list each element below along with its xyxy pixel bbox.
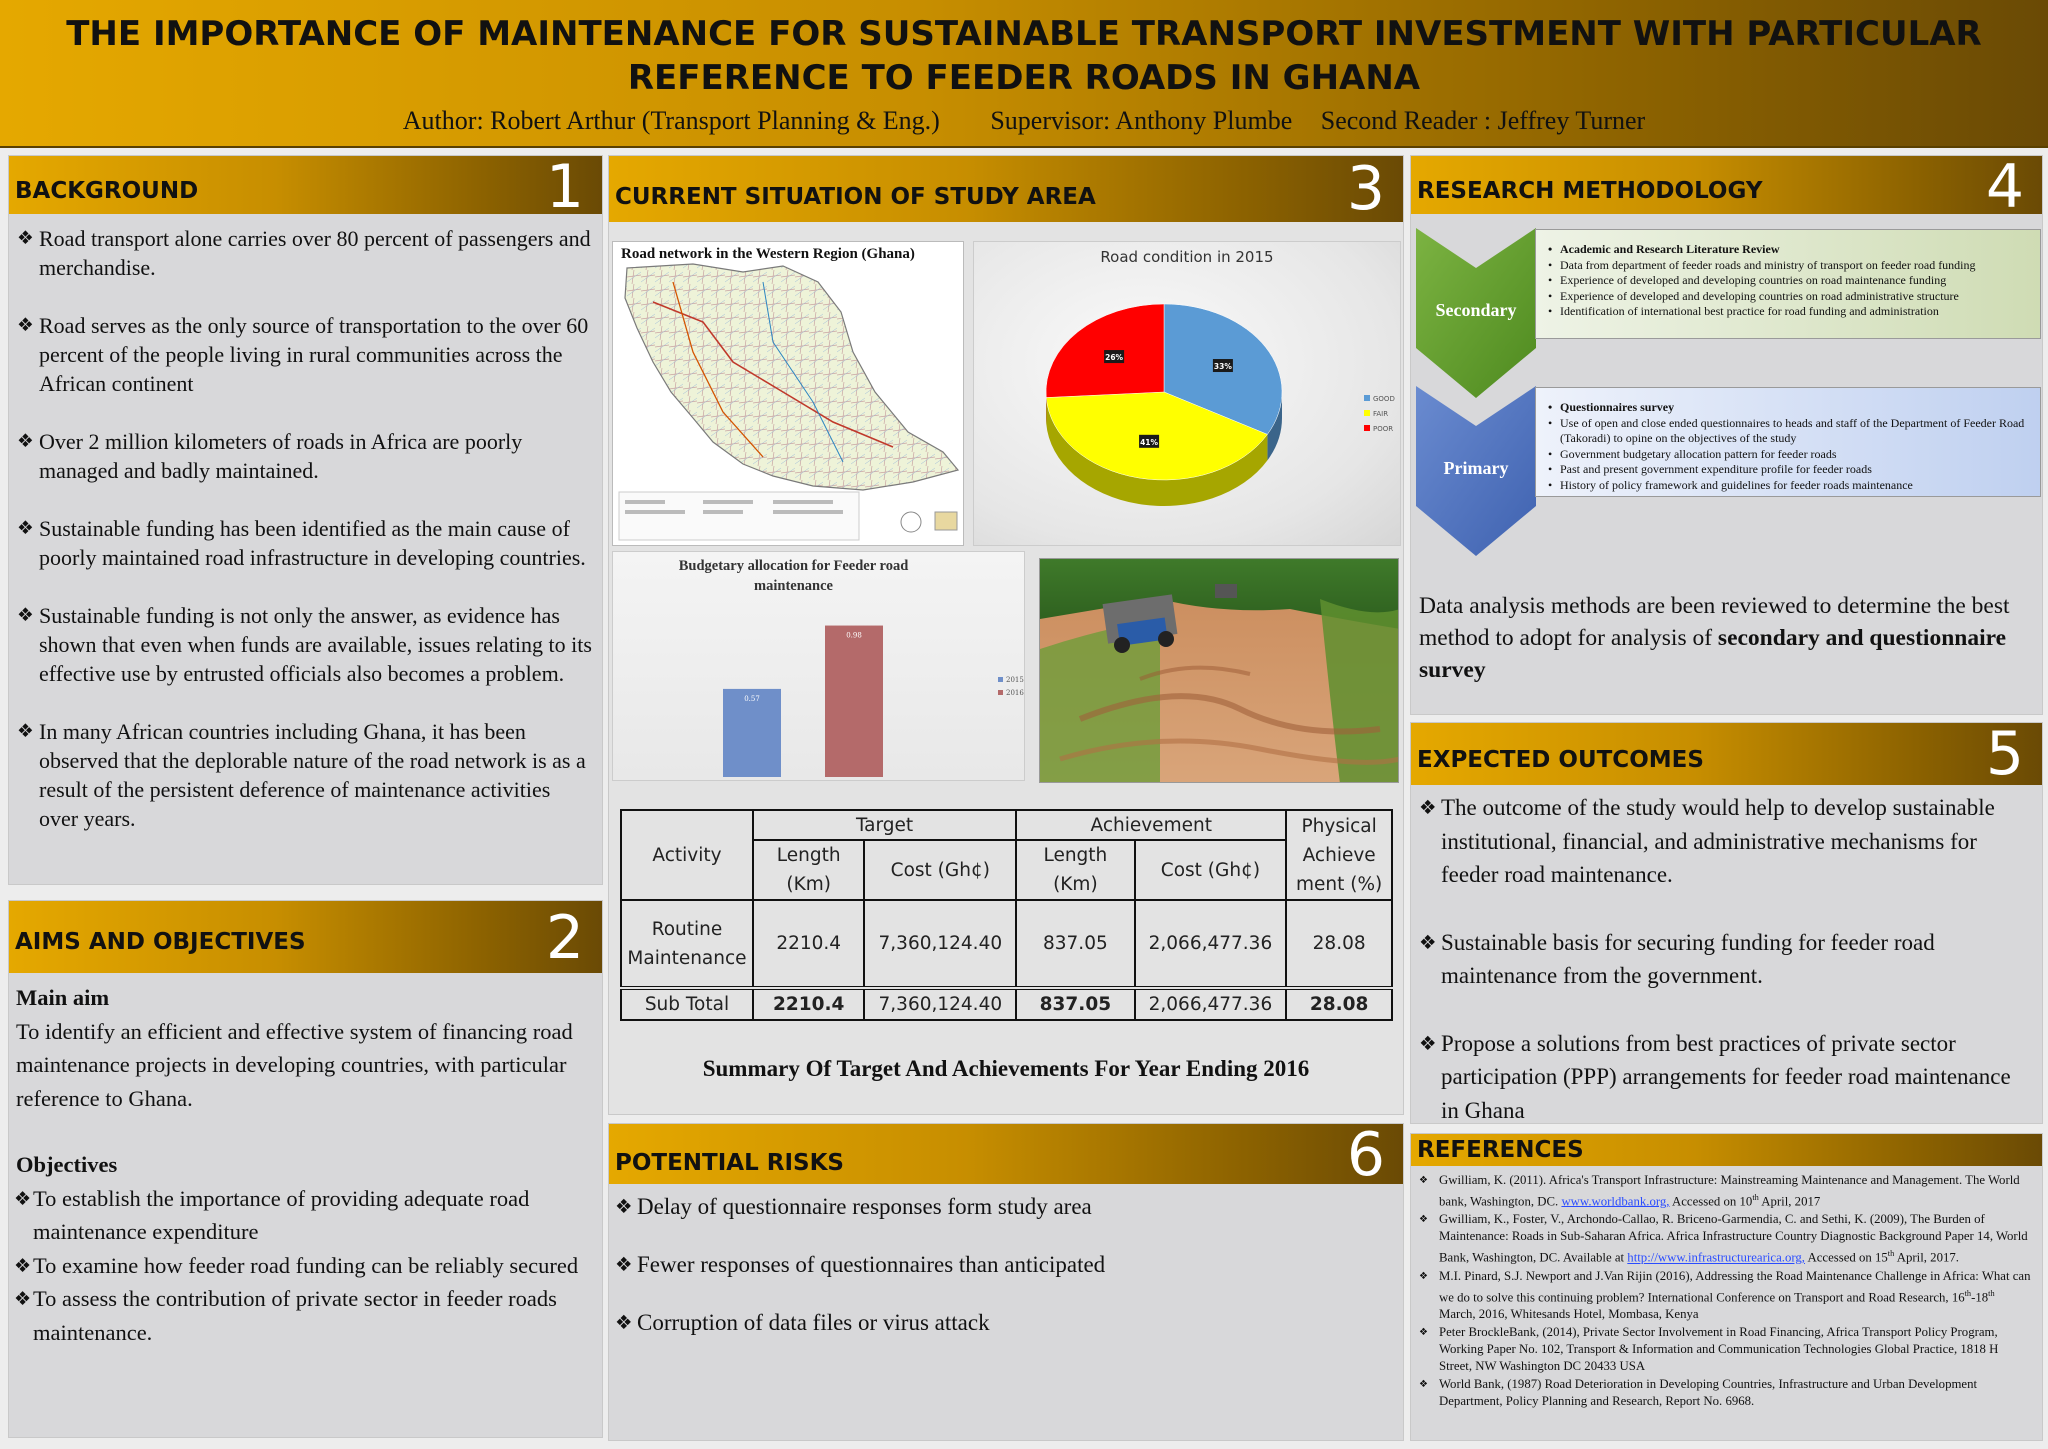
list-item: ❖ Road serves as the only source of transportation to the over 60 percent of the people living in rural communities across the African continent	[17, 311, 594, 398]
poster-title: THE IMPORTANCE OF MAINTENANCE FOR SUSTAINABLE TRANSPORT INVESTMENT WITH PARTICULAR REFERENCE TO FEEDER ROADS IN GHANA	[66, 14, 1982, 98]
list-item: ❖ To examine how feeder road funding can be reliably secured	[16, 1249, 594, 1283]
ref-text: Accessed on 10	[1669, 1194, 1753, 1209]
list-item: • Past and present government expenditure profile for feeder roads	[1548, 462, 2030, 478]
section-number: 1	[545, 152, 584, 222]
ref-text: Gwilliam, K., Foster, V., Archondo-Callao, R. Briceno-Garmendia, C. and Sethi, K. (2009), The Burden of Maintenance: Roads in Sub-Saharan Africa. Africa Infrastructure Country Diagnostic Background Paper 14, World Bank, Washington, DC. Available at	[1439, 1212, 2028, 1265]
authors-line	[0, 106, 2048, 136]
list-item: • Government budgetary allocation pattern for feeder roads	[1548, 447, 2030, 463]
list-item	[1419, 1268, 2032, 1323]
list-item: • Identification of international best practice for road funding and administration	[1548, 304, 2030, 320]
ref-link[interactable]: http://www.infrastructurearica.org,	[1627, 1250, 1805, 1265]
current-situation-section	[608, 155, 1404, 1115]
main-aim-text: To identify an efficient and effective system of financing road maintenance projects in developing countries, with particular reference to Ghana.	[16, 1018, 573, 1111]
list-item: ❖ The outcome of the study would help to develop sustainable institutional, financial, and administrative mechanisms for feeder road maintenance.	[1419, 791, 2034, 892]
section-number: 4	[1985, 152, 2024, 222]
data-label: 26%	[1105, 353, 1124, 363]
background-section	[8, 152, 603, 885]
list-item: ❖ In many African countries including Ghana, it has been observed that the deplorable nature of the road network is as a result of the persistent deference of maintenance activities over years.	[17, 717, 594, 833]
ref-sup: th	[1964, 1288, 1972, 1298]
table-cell: Sub Total	[621, 988, 753, 1020]
bar-2016	[825, 626, 883, 777]
analysis-text-bold: secondary and questionnaire survey	[1419, 625, 2007, 683]
ref-text: March, 2016, Whitesands Hotel, Mombasa, Kenya	[1439, 1306, 1699, 1321]
primary-chevron	[1416, 386, 1536, 561]
risks-section	[608, 1120, 1404, 1441]
outcomes-section	[1410, 719, 2043, 1124]
section-title: CURRENT SITUATION OF STUDY AREA	[615, 184, 1096, 210]
road-network-map	[612, 241, 964, 546]
table-cell: 7,360,124.40	[864, 900, 1016, 988]
list-item	[1419, 1172, 2032, 1210]
map-image	[613, 242, 964, 546]
references-header	[1411, 1134, 2042, 1166]
references-list	[1419, 1172, 2032, 1411]
section-title: REFERENCES	[1417, 1137, 1584, 1163]
list-item: ❖ Sustainable funding has been identified as the main cause of poorly maintained road infrastructure in developing countries.	[17, 514, 594, 572]
list-item: ❖ Sustainable basis for securing funding for feeder road maintenance from the government.	[1419, 926, 2034, 993]
list-item: • Experience of developed and developing countries on road maintenance funding	[1548, 273, 2030, 289]
legend-entry: 2015	[1006, 676, 1024, 684]
table-header-cell: Activity	[621, 810, 753, 900]
table-header-cell: Length (Km)	[753, 840, 865, 900]
legend-swatch	[1364, 395, 1370, 401]
secondary-chevron	[1416, 228, 1536, 403]
list-item: ❖ Delay of questionnaire responses form study area	[615, 1192, 1395, 1222]
table-header-cell: Cost (Gh¢)	[864, 840, 1016, 900]
outcomes-list	[1419, 791, 2034, 1161]
road-condition-chart	[973, 241, 1401, 546]
road-damage-photo	[1039, 558, 1399, 783]
table-header-cell: Physical Achieve ment (%)	[1286, 810, 1392, 900]
table-cell: 2210.4	[753, 988, 865, 1020]
ref-text: April, 2017.	[1894, 1250, 1959, 1265]
legend-swatch	[998, 690, 1003, 695]
table-row	[621, 988, 1392, 1020]
ref-text: Accessed on 15	[1804, 1250, 1888, 1265]
section-title: BACKGROUND	[15, 178, 199, 204]
ref-text: -18	[1971, 1289, 1989, 1304]
analysis-text-plain: Data analysis methods are been reviewed to determine the best method to adopt for analysis of	[1419, 593, 2010, 651]
references-section	[1410, 1133, 2043, 1441]
table-cell: 837.05	[1016, 988, 1134, 1020]
methodology-header	[1411, 152, 2042, 222]
supervisor-text: Supervisor: Anthony Plumbe	[990, 106, 1293, 135]
chart-title: Budgetary allocation for Feeder road maintenance	[678, 558, 909, 594]
section-title: EXPECTED OUTCOMES	[1417, 747, 1704, 773]
poster-header	[0, 0, 2048, 148]
legend-swatch	[998, 677, 1003, 682]
list-item: ❖ To assess the contribution of private sector in feeder roads maintenance.	[16, 1282, 594, 1349]
section-number: 2	[545, 903, 584, 973]
list-item: ❖ Sustainable funding is not only the answer, as evidence has shown that even when funds are available, issues relating to its effective use by entrusted officials also becomes a problem.	[17, 601, 594, 688]
section-number: 6	[1346, 1120, 1385, 1190]
table-cell: Routine Maintenance	[621, 900, 753, 988]
outcomes-header	[1411, 719, 2042, 789]
aims-section	[8, 900, 603, 1438]
background-header	[9, 152, 602, 222]
primary-label: Primary	[1443, 458, 1509, 478]
current-header	[609, 156, 1403, 222]
table-cell: 7,360,124.40	[864, 988, 1016, 1020]
methodology-section	[1410, 152, 2043, 715]
table-cell: 2210.4	[753, 900, 865, 988]
table-header-cell: Achievement	[1016, 810, 1286, 840]
list-item: • Academic and Research Literature Review	[1548, 242, 2030, 258]
secondary-box	[1535, 229, 2041, 339]
ref-sup: th	[1988, 1288, 1995, 1298]
analysis-text	[1419, 590, 2034, 686]
data-label: 33%	[1213, 362, 1232, 372]
list-item: ❖ Over 2 million kilometers of roads in Africa are poorly managed and badly maintained.	[17, 427, 594, 485]
second-reader-text: Second Reader : Jeffrey Turner	[1320, 106, 1646, 135]
legend-swatch	[1364, 425, 1370, 431]
list-item: ❖ Propose a solutions from best practices of private sector participation (PPP) arrangements for feeder road maintenance in Ghana	[1419, 1027, 2034, 1128]
list-item: • History of policy framework and guidelines for feeder roads maintenance	[1548, 478, 2030, 494]
table-cell: 2,066,477.36	[1135, 900, 1287, 988]
ref-text: Gwilliam, K. (2011). Africa's Transport Infrastructure: Mainstreaming Maintenance and Management. The World bank, Washington, DC.	[1439, 1173, 2020, 1209]
list-item: • Questionnaires survey	[1548, 400, 2030, 416]
legend-entry: GOOD	[1373, 395, 1395, 403]
secondary-label: Secondary	[1435, 300, 1517, 320]
primary-box	[1535, 387, 2041, 497]
list-item: ❖ Road transport alone carries over 80 percent of passengers and merchandise.	[17, 224, 594, 282]
budget-allocation-chart	[612, 551, 1025, 781]
ref-text: April, 2017	[1758, 1194, 1821, 1209]
photo-image	[1040, 559, 1399, 783]
objectives-label: Objectives	[16, 1152, 118, 1177]
ref-sup: th	[1752, 1193, 1759, 1202]
section-number: 5	[1985, 719, 2024, 789]
table-row	[621, 900, 1392, 988]
table-caption: Summary Of Target And Achievements For Year Ending 2016	[702, 1056, 1310, 1081]
list-item: • Experience of developed and developing countries on road administrative structure	[1548, 289, 2030, 305]
list-item	[1419, 1211, 2032, 1266]
background-list	[17, 224, 594, 862]
table-cell: 2,066,477.36	[1135, 988, 1287, 1020]
aims-body	[16, 981, 594, 1349]
ref-text: M.I. Pinard, S.J. Newport and J.Van Rijin (2016), Addressing the Road Maintenance Challenge in Africa: What can we do to solve this continuing problem? International Conference on Transport and Road Research, 16	[1439, 1268, 2031, 1304]
table-header-cell: Cost (Gh¢)	[1135, 840, 1287, 900]
list-item: • Use of open and close ended questionnaires to heads and staff of the Department of Feeder Road (Takoradi) to opine on the objectives of the study	[1548, 416, 2030, 447]
data-label: 41%	[1140, 437, 1159, 447]
list-item: ❖ To establish the importance of providing adequate road maintenance expenditure	[16, 1182, 594, 1249]
list-item: ❖ World Bank, (1987) Road Deterioration in Developing Countries, Infrastructure and Urban Development Department, Policy Planning and Research, Report No. 6968.	[1419, 1376, 2032, 1410]
chart-title: Road condition in 2015	[1100, 248, 1274, 266]
ref-sup: th	[1887, 1249, 1895, 1259]
list-item: ❖ Corruption of data files or virus attack	[615, 1308, 1395, 1338]
objectives-list	[16, 1182, 594, 1350]
section-title: POTENTIAL RISKS	[615, 1150, 844, 1176]
risks-header	[609, 1120, 1403, 1190]
section-number: 3	[1346, 154, 1385, 224]
pie-chart	[974, 242, 1402, 547]
table-header-cell: Length (Km)	[1016, 840, 1134, 900]
risks-list	[615, 1192, 1395, 1366]
main-aim-label: Main aim	[16, 985, 110, 1010]
list-item: ❖ Peter BrockleBank, (2014), Private Sector Involvement in Road Financing, Africa Transport Policy Program, Working Paper No. 102, Transport & Information and Communication Technologies Global Practice, 1818 H Street, NW Washington DC 20433 USA	[1419, 1324, 2032, 1375]
data-label: 0.98	[846, 631, 862, 640]
aims-header	[9, 901, 602, 973]
ref-link[interactable]: www.worldbank.org,	[1561, 1194, 1670, 1209]
list-item: ❖ Fewer responses of questionnaires than anticipated	[615, 1250, 1395, 1280]
legend-entry: POOR	[1373, 425, 1394, 433]
data-label: 0.57	[744, 694, 760, 703]
author-text: Author: Robert Arthur (Transport Planning & Eng.)	[402, 106, 940, 135]
legend-entry: 2016	[1006, 689, 1024, 697]
section-title: RESEARCH METHODOLOGY	[1417, 178, 1763, 204]
summary-table	[620, 809, 1393, 1021]
list-item: • Data from department of feeder roads and ministry of transport on feeder road funding	[1548, 258, 2030, 274]
table-header-cell: Target	[753, 810, 1016, 840]
table-cell: 837.05	[1016, 900, 1134, 988]
table-cell: 28.08	[1286, 900, 1392, 988]
map-caption: Road network in the Western Region (Ghana)	[621, 246, 915, 262]
legend-entry: FAIR	[1373, 410, 1389, 418]
table-cell: 28.08	[1286, 988, 1392, 1020]
section-title: AIMS AND OBJECTIVES	[15, 929, 306, 955]
legend-swatch	[1364, 410, 1370, 416]
